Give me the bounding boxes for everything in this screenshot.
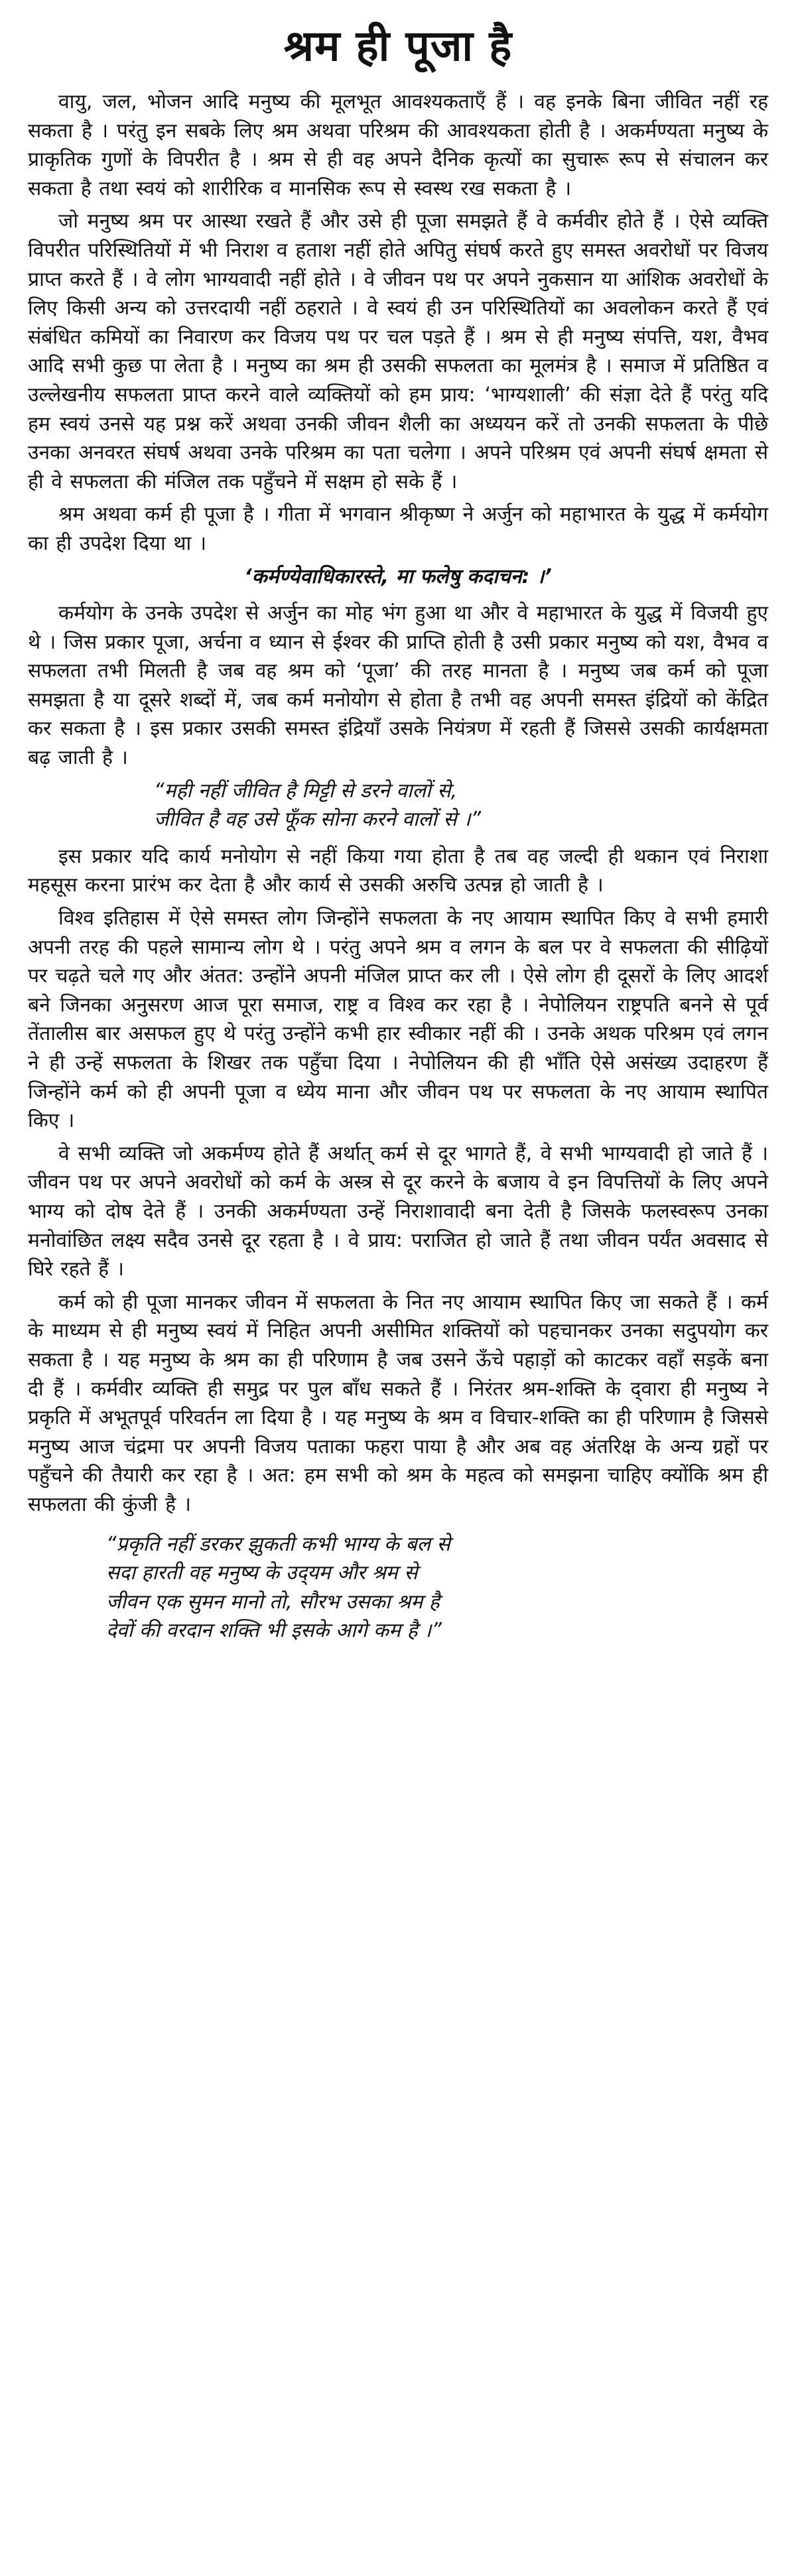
verse-line: जीवित है वह उसे फूँक सोना करने वालों से ।” bbox=[154, 808, 482, 832]
paragraph-5: इस प्रकार यदि कार्य मनोयोग से नहीं किया गया होता है तब वह जल्दी ही थकान एवं निराशा महसूस करना प्रारंभ कर देता है और कार्य से उसकी अरुचि उत्पन्न हो जाती है । bbox=[28, 844, 768, 897]
gita-quote: ‘कर्मण्येवाधिकारस्ते, मा फलेषु कदाचन: ।’ bbox=[244, 564, 552, 588]
verse-line: देवों की वरदान शक्ति भी इसके आगे कम है ।” bbox=[106, 1619, 442, 1643]
verse-line: जीवन एक सुमन मानो तो, सौरभ उसका श्रम है bbox=[106, 1590, 440, 1614]
verse-quote-2 bbox=[28, 1530, 768, 1645]
verse-quote-1 bbox=[28, 777, 768, 834]
paragraph-4: कर्मयोग के उनके उपदेश से अर्जुन का मोह भंग हुआ था और वे महाभारत के युद्ध में विजयी हुए थे । जिस प्रकार पूजा, अर्चना व ध्यान से ईश्वर की प्राप्ति होती है उसी प्रकार मनुष्य को यश, वैभव व सफलता तभी मिलती है जब वह श्रम को ‘पूजा’ की तरह मानता है । मनुष्य जब कर्म को पूजा समझता है या दूसरे शब्दों में, जब कर्म मनोयोग से होता है तभी वह अपनी समस्त इंद्रियों को केंद्रित कर सकता है । इस प्रकार उसकी समस्त इंद्रियाँ उसके नियंत्रण में रहती हैं जिससे उसकी कार्यक्षमता बढ़ जाती है । bbox=[28, 602, 768, 770]
paragraph-3: श्रम अथवा कर्म ही पूजा है । गीता में भगवान श्रीकृष्ण ने अर्जुन को महाभारत के युद्ध में कर्मयोग का ही उपदेश दिया था । bbox=[28, 503, 768, 555]
verse-line: “मही नहीं जीवित है मिट्टी से डरने वालों से, bbox=[154, 779, 458, 803]
paragraph-1: वायु, जल, भोजन आदि मनुष्य की मूलभूत आवश्यकताएँ हैं । वह इनके बिना जीवित नहीं रह सकता है । परंतु इन सबके लिए श्रम अथवा परिश्रम की आवश्यकता होती है । अकर्मण्यता मनुष्य के प्राकृतिक गुणों के विपरीत है । श्रम से ही वह अपने दैनिक कृत्यों का सुचारू रूप से संचालन कर सकता है तथा स्वयं को शारीरिक व मानसिक रूप से स्वस्थ रख सकता है । bbox=[28, 90, 768, 200]
paragraph-6: विश्व इतिहास में ऐसे समस्त लोग जिन्होंने सफलता के नए आयाम स्थापित किए वे सभी हमारी अपनी तरह की पहले सामान्य लोग थे । परंतु अपने श्रम व लगन के बल पर वे सफलता की सीढ़ियों पर चढ़ते चले गए और अंतत: उन्होंने अपनी मंजिल प्राप्त कर ली । ऐसे लोग ही दूसरों के लिए आदर्श बने जिनका अनुसरण आज पूरा समाज, राष्ट्र व विश्व कर रहा है । नेपोलियन राष्ट्रपति बनने से पूर्व तेंतालीस बार असफल हुए थे परंतु उन्होंने कभी हार स्वीकार नहीं की । उनके अथक परिश्रम एवं लगन ने ही उन्हें सफलता के शिखर तक पहुँचा दिया । नेपोलियन की ही भाँति ऐसे असंख्य उदाहरण हैं जिन्होंने कर्म को ही अपनी पूजा व ध्येय माना और जीवन पथ पर सफलता के नए आयाम स्थापित किए । bbox=[28, 907, 768, 1133]
verse-line: “प्रकृति नहीं डरकर झुकती कभी भाग्य के बल से bbox=[106, 1532, 450, 1556]
page-title: श्रम ही पूजा है bbox=[283, 22, 513, 71]
paragraph-7: वे सभी व्यक्ति जो अकर्मण्य होते हैं अर्थात् कर्म से दूर भागते हैं, वे सभी भाग्यवादी हो जाते हैं । जीवन पथ पर अपने अवरोधों को कर्म के अस्त्र से दूर करने के बजाय वे इन विपत्तियों के लिए अपने भाग्य को दोष देते हैं । उनकी अकर्मण्यता उन्हें निराशावादी बना देती है जिसके फलस्वरूप उनका मनोवांछित लक्ष्य सदैव उनसे दूर रहता है । वे प्राय: पराजित हो जाते हैं तथा जीवन पर्यंत अवसाद से घिरे रहते हैं । bbox=[28, 1141, 768, 1281]
paragraph-8: कर्म को ही पूजा मानकर जीवन में सफलता के नित नए आयाम स्थापित किए जा सकते हैं । कर्म के माध्यम से ही मनुष्य स्वयं में निहित अपनी असीमित शक्तियों को पहचानकर उनका सदुपयोग कर सकता है । यह मनुष्य के श्रम का ही परिणाम है जब उसने ऊँचे पहाड़ों को काटकर वहाँ सड़कें बना दी हैं । कर्मवीर व्यक्ति ही समुद्र पर पुल बाँध सकते हैं । निरंतर श्रम-शक्ति के द्‌वारा ही मनुष्य ने प्रकृति में अभूतपूर्व परिवर्तन ला दिया है । यह मनुष्य के श्रम व विचार-शक्ति का ही परिणाम है जिससे मनुष्य आज चंद्रमा पर अपनी विजय पताका फहरा पाया है और अब वह अंतरिक्ष के अन्य ग्रहों पर पहुँचने की तैयारी कर रहा है । अत: हम सभी को श्रम के महत्व को समझना चाहिए क्योंकि श्रम ही सफलता की कुंजी है । bbox=[28, 1290, 768, 1516]
paragraph-2: जो मनुष्य श्रम पर आस्था रखते हैं और उसे ही पूजा समझते हैं वे कर्मवीर होते हैं । ऐसे व्यक्ति विपरीत परिस्थितियों में भी निराश व हताश नहीं होते अपितु संघर्ष करते हुए समस्त अवरोधों पर विजय प्राप्त करते हैं । वे लोग भाग्यवादी नहीं होते । वे जीवन पथ पर अपने नुकसान या आंशिक अवरोधों के लिए किसी अन्य को उत्तरदायी नहीं ठहराते । वे स्वयं ही उन परिस्थितियों का अवलोकन करते हैं एवं संबंधित कमियों का निवारण कर विजय पथ पर चल पड़ते हैं । श्रम से ही मनुष्य संपत्ति, यश, वैभव आदि सभी कुछ पा लेता है । मनुष्य का श्रम ही उसकी सफलता का मूलमंत्र है । समाज में प्रतिष्ठित व उल्लेखनीय सफलता प्राप्त करने वाले व्यक्तियों को हम प्राय: ‘भाग्यशाली’ की संज्ञा देते हैं परंतु यदि हम स्वयं उनसे यह प्रश्न करें अथवा उनकी जीवन शैली का अध्ययन करें तो उनकी सफलता के पीछे उनका अनवरत संघर्ष अथवा उनके परिश्रम का पता चलेगा । अपने परिश्रम एवं अपनी संघर्ष क्षमता से ही वे सफलता की मंजिल तक पहुँचने में सक्षम हो सके हैं । bbox=[28, 210, 768, 493]
verse-line: सदा हारती वह मनुष्य के उद्‌यम और श्रम से bbox=[106, 1561, 418, 1585]
